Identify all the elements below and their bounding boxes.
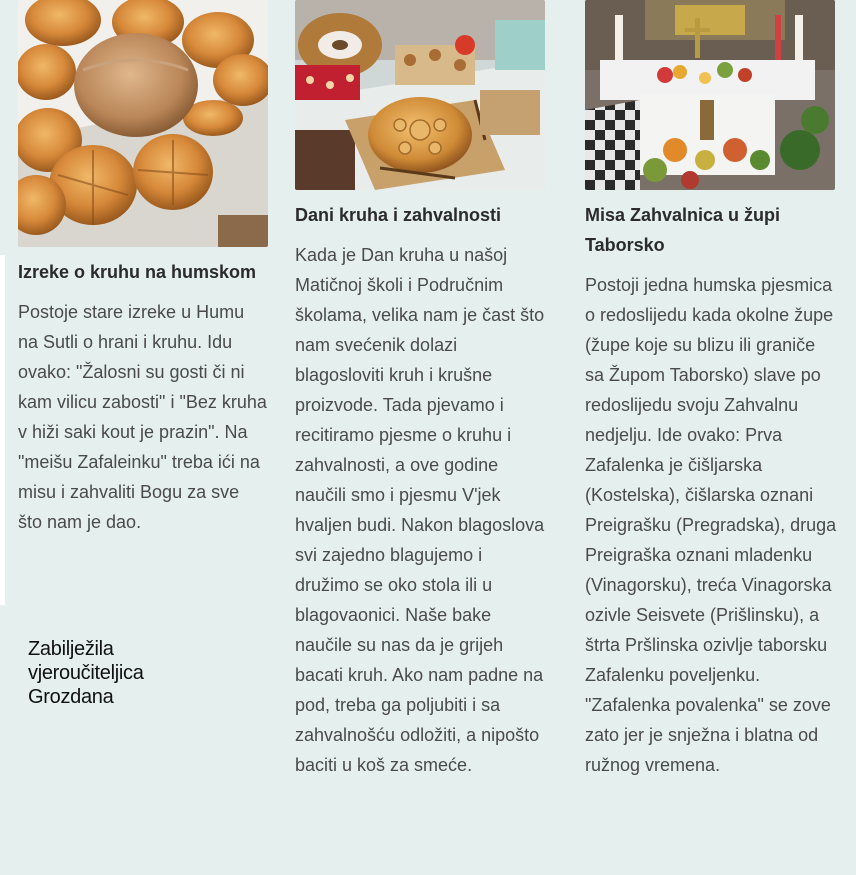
article-title: Misa Zahvalnica u župi Taborsko [585,205,781,255]
bread-table-image [295,0,545,190]
left-accent-bar [0,255,5,605]
article-title: Dani kruha i zahvalnosti [295,205,502,225]
bread-table-photo [295,0,545,190]
signature-line: vjeroučiteljica [28,662,144,684]
article-bread-days [295,0,545,780]
signature-line: Grozdana [28,686,114,708]
article-body: Postoje stare izreke u Humu na Sutli o hrani i kruhu. Idu ovako: "Žalosni su gosti či ni kam vilicu zabosti" i "Bez kruha v hiži saki kout je prazin". Na "meišu Zafaleinku" treba ići na misu i zahvaliti Bogu za sve što nam je dao. [18,302,267,532]
church-altar-image [585,0,835,190]
author-signature [28,637,144,709]
bread-rolls-photo [18,0,268,247]
church-altar-photo [585,0,835,190]
article-bread-sayings [18,0,268,537]
signature-line: Zabilježila [28,638,114,660]
article-body: Postoji jedna humska pjesmica o redoslijedu kada okolne župe (župe koje su blizu ili graniče sa Župom Taborsko) slave po redoslijedu svoju Zahvalnu nedjelju. Ide ovako: Prva Zafalenka je čišljarska (Kostelska), čišlarska oznani Preigrašku (Pregradska), druga Preigraška oznani mladenku (Vinagorsku), treća Vinagorska ozivle Seisvete (Prišlinsku), a štrta Pršlinska ozivlje taborsku Zafalenku poveljenku. "Zafalenka povalenka" se zove zato jer je snježna i blatna od ružnog vremena. [585,275,837,775]
article-title: Izreke o kruhu na humskom [18,262,257,282]
bread-rolls-image [18,0,268,247]
article-thanksgiving-mass [585,0,835,780]
article-body: Kada je Dan kruha u našoj Matičnoj školi i Područnim školama, velika nam je čast što nam svećenik dolazi blagosloviti kruh i krušne proizvode. Tada pjevamo i recitiramo pjesme o kruhu i zahvalnosti, a ove godine naučili smo i pjesmu V'jek hvaljen budi. Nakon blagoslova svi zajedno blagujemo i družimo se oko stola ili u blagovaonici. Naše bake naučile su nas da je grijeh bacati kruh. Ako nam padne na pod, treba ga poljubiti i sa zahvalnošću odložiti, a nipošto baciti u koš za smeće. [295,245,545,775]
